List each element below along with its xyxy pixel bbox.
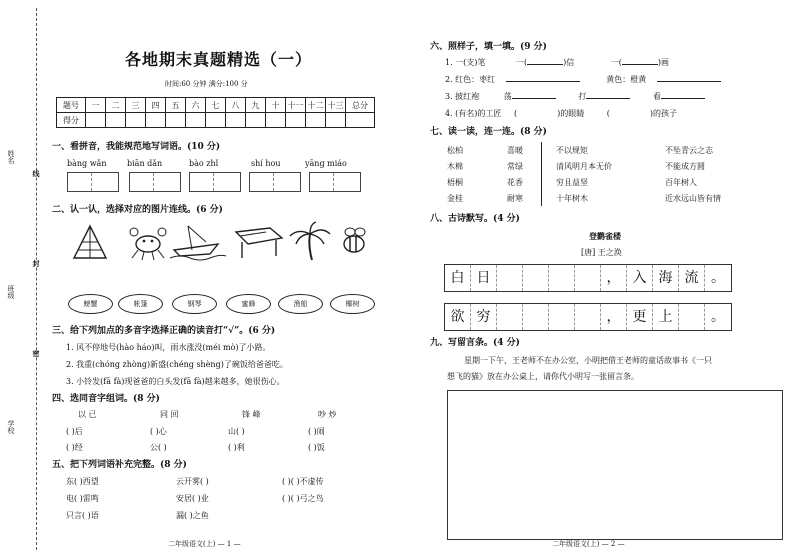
q3-line[interactable]: 2. 我重(chóng zhòng)新盛(chéng shèng)了碗饭给爸爸吃。 bbox=[66, 360, 288, 369]
q4-group: 吵 炒 bbox=[318, 410, 337, 419]
binding-cut-line-1: 线 bbox=[32, 170, 40, 177]
q6-text: )的孩子 bbox=[649, 109, 678, 118]
match-item[interactable]: 梧桐 bbox=[447, 178, 463, 187]
pinyin-label: yāng miáo bbox=[305, 159, 347, 168]
q6-text: 打 bbox=[578, 92, 587, 101]
poem-cell[interactable] bbox=[575, 265, 601, 291]
q3-title: 三、给下列加点的多音字选择正确的读音打“√”。(6 分) bbox=[52, 326, 276, 336]
q8-title: 八、古诗默写。(4 分) bbox=[430, 214, 520, 224]
poem-cell[interactable] bbox=[497, 304, 523, 330]
word-oval[interactable]: 渔船 bbox=[278, 294, 323, 314]
score-header: 五 bbox=[166, 98, 186, 113]
bee-icon bbox=[344, 228, 365, 252]
score-header: 八 bbox=[226, 98, 246, 113]
q6-title: 六、照样子，填一填。(9 分) bbox=[430, 42, 547, 52]
q6-text: 4. (有名)的工匠 bbox=[445, 109, 502, 118]
poem-cell: ， bbox=[601, 265, 627, 291]
q6-text: 黄色：橙黄 bbox=[606, 75, 647, 84]
q4-group: 以 已 bbox=[78, 410, 97, 419]
binding-label-name: 姓名 bbox=[7, 150, 15, 164]
poem-cell: 海 bbox=[653, 265, 679, 291]
q5-blank[interactable]: ( )( )弓之鸟 bbox=[282, 494, 324, 503]
match-item[interactable]: 不坠青云之志 bbox=[665, 146, 713, 155]
score-header-row bbox=[57, 98, 375, 113]
poem-title: 登鹳雀楼 bbox=[589, 231, 621, 241]
pinyin-label: bào zhǐ bbox=[189, 159, 219, 168]
q7-col-2 bbox=[507, 143, 523, 207]
q4-group: 锋 峰 bbox=[242, 410, 261, 419]
match-item[interactable]: 穷且益坚 bbox=[556, 178, 588, 187]
binding-cut-line-2: 封 bbox=[32, 260, 40, 267]
q6-text: 一( bbox=[610, 58, 622, 67]
score-row-label: 得分 bbox=[57, 113, 86, 128]
page-footer-left: 二年级语文(上) — 1 — bbox=[168, 540, 241, 548]
match-item[interactable]: 花香 bbox=[507, 178, 523, 187]
pinyin-label: biān dǎn bbox=[127, 159, 163, 168]
pinyin-label: shí hou bbox=[251, 159, 281, 168]
score-cell[interactable] bbox=[266, 113, 286, 128]
q6-text: ( bbox=[513, 109, 518, 118]
q6-text: 荡 bbox=[503, 92, 512, 101]
q1-title: 一、看拼音，我能规范地写词语。(10 分) bbox=[52, 142, 221, 152]
q4-blank[interactable]: ( )经 bbox=[66, 443, 83, 452]
score-cell[interactable] bbox=[346, 113, 375, 128]
q4-blank[interactable]: ( )饭 bbox=[308, 443, 325, 452]
poem-cell: 上 bbox=[653, 304, 679, 330]
score-cell[interactable] bbox=[186, 113, 206, 128]
q6-line-3[interactable] bbox=[445, 91, 705, 102]
score-header: 十三 bbox=[326, 98, 346, 113]
q6-text: )画 bbox=[657, 58, 670, 67]
score-cell[interactable] bbox=[206, 113, 226, 128]
poem-cell: 流 bbox=[679, 265, 705, 291]
q2-pictures bbox=[70, 220, 370, 262]
crab-icon bbox=[130, 228, 166, 260]
score-header: 十一 bbox=[286, 98, 306, 113]
word-oval[interactable]: 椰树 bbox=[330, 294, 375, 314]
q4-blank[interactable]: ( )利 bbox=[228, 443, 245, 452]
poem-cell: 白 bbox=[445, 265, 471, 291]
piano-icon bbox=[236, 228, 282, 258]
score-header: 七 bbox=[206, 98, 226, 113]
poem-cell[interactable] bbox=[679, 304, 705, 330]
binding-cut-line-3: 密 bbox=[32, 350, 40, 357]
poem-cell[interactable] bbox=[575, 304, 601, 330]
q7-title: 七、读一读，连一连。(8 分) bbox=[430, 127, 547, 137]
poem-cell: 日 bbox=[471, 265, 497, 291]
page-title: 各地期末真题精选（一） bbox=[125, 50, 313, 69]
q4-title: 四、选同音字组词。(8 分) bbox=[52, 394, 160, 404]
q6-text: ( bbox=[606, 109, 610, 118]
q6-line-1[interactable] bbox=[445, 57, 785, 68]
score-header: 一 bbox=[86, 98, 106, 113]
match-item[interactable]: 十年树木 bbox=[556, 194, 588, 203]
word-oval[interactable]: 帐篷 bbox=[118, 294, 163, 314]
q7-col-3 bbox=[556, 143, 612, 207]
score-header: 二 bbox=[106, 98, 126, 113]
q4-blank[interactable]: 公( ) bbox=[150, 443, 167, 452]
score-cell[interactable] bbox=[166, 113, 186, 128]
poem-cell: 。 bbox=[711, 270, 725, 286]
poem-grid-line-1[interactable] bbox=[444, 264, 732, 292]
poem-cell: 欲 bbox=[445, 304, 471, 330]
q9-title: 九、写留言条。(4 分) bbox=[430, 338, 520, 348]
q9-text-1: 星期一下午，王老师不在办公室，小明把借王老师的童话故事书《一只 bbox=[464, 356, 712, 365]
q6-text: 3. 披红袍 bbox=[445, 92, 480, 101]
binding-dashed-line bbox=[36, 8, 37, 550]
match-item[interactable]: 木棉 bbox=[447, 162, 463, 171]
score-cell[interactable] bbox=[126, 113, 146, 128]
score-table bbox=[56, 97, 375, 128]
q5-blank[interactable]: 安居( )业 bbox=[176, 494, 209, 503]
word-oval[interactable]: 蜜蜂 bbox=[226, 294, 271, 314]
match-item[interactable]: 松柏 bbox=[447, 146, 463, 155]
q5-title: 五、把下列词语补充完整。(8 分) bbox=[52, 460, 187, 470]
binding-label-school: 学校 bbox=[7, 420, 15, 434]
score-cell[interactable] bbox=[106, 113, 126, 128]
q5-blank[interactable]: 只言( )语 bbox=[66, 511, 99, 520]
pinyin-label: bàng wǎn bbox=[67, 159, 107, 168]
q6-text: 看 bbox=[652, 92, 661, 101]
match-item[interactable]: 喜暖 bbox=[507, 146, 523, 155]
q6-text: )的眼睛 bbox=[557, 109, 585, 118]
score-header: 六 bbox=[186, 98, 206, 113]
poem-cell[interactable] bbox=[523, 265, 549, 291]
score-cell[interactable] bbox=[326, 113, 346, 128]
q6-text: 1. 一(支)笔 bbox=[445, 58, 486, 67]
score-header: 十二 bbox=[306, 98, 326, 113]
q4-blank[interactable]: ( )心 bbox=[150, 427, 167, 436]
poem-grid-line-2[interactable] bbox=[444, 303, 732, 331]
match-item[interactable]: 不能成方圆 bbox=[665, 162, 705, 171]
q3-line[interactable]: 3. 小铃发(fā fà)现爸爸的白头发(fā fà)越来越多，她很伤心。 bbox=[66, 377, 285, 386]
score-header: 九 bbox=[246, 98, 266, 113]
q2-title: 二、认一认，选择对应的图片连线。(6 分) bbox=[52, 205, 223, 215]
score-cell[interactable] bbox=[306, 113, 326, 128]
q6-text: 一( bbox=[515, 58, 528, 67]
poem-cell: 穷 bbox=[471, 304, 497, 330]
q7-divider bbox=[541, 142, 542, 206]
match-item[interactable]: 不以规矩 bbox=[556, 146, 588, 155]
score-cell[interactable] bbox=[246, 113, 266, 128]
q6-text: )信 bbox=[563, 58, 575, 67]
match-item[interactable]: 百年树人 bbox=[665, 178, 697, 187]
tent-icon bbox=[74, 226, 106, 258]
writing-grid[interactable] bbox=[129, 172, 181, 192]
binding-margin bbox=[0, 0, 38, 558]
q3-line[interactable]: 1. 风不停地号(hào háo)叫，雨水涨没(méi mò)了小路。 bbox=[66, 343, 271, 352]
poem-cell[interactable] bbox=[497, 265, 523, 291]
poem-cell: 。 bbox=[711, 309, 725, 325]
writing-grid[interactable] bbox=[189, 172, 241, 192]
match-item[interactable]: 常绿 bbox=[507, 162, 523, 171]
poem-author: [唐] 王之涣 bbox=[581, 248, 622, 257]
match-item[interactable]: 耐寒 bbox=[507, 194, 523, 203]
score-header: 题号 bbox=[57, 98, 86, 113]
q6-line-4[interactable] bbox=[445, 108, 677, 119]
q4-blank[interactable]: ( )后 bbox=[66, 427, 83, 436]
q4-blank[interactable]: 山( ) bbox=[228, 427, 245, 436]
poem-cell[interactable] bbox=[523, 304, 549, 330]
score-row bbox=[57, 113, 375, 128]
q5-blank[interactable]: 东( )西望 bbox=[66, 477, 99, 486]
score-cell[interactable] bbox=[286, 113, 306, 128]
score-cell[interactable] bbox=[86, 113, 106, 128]
poem-cell: 更 bbox=[627, 304, 653, 330]
palm-tree-icon bbox=[290, 222, 330, 260]
score-header: 十 bbox=[266, 98, 286, 113]
q9-text-2: 想飞的猫》放在办公桌上，请你代小明写一张留言条。 bbox=[447, 372, 639, 381]
q5-blank[interactable]: 云开雾( ) bbox=[176, 477, 209, 486]
match-item[interactable]: 清风明月本无价 bbox=[556, 162, 612, 171]
score-header: 四 bbox=[146, 98, 166, 113]
q6-text: 2. 红色：枣红 bbox=[445, 75, 496, 84]
poem-cell[interactable] bbox=[549, 265, 575, 291]
binding-label-class: 班级 bbox=[7, 285, 15, 299]
q5-blank[interactable]: 漏( )之鱼 bbox=[176, 511, 209, 520]
score-header: 总分 bbox=[346, 98, 375, 113]
poem-cell: 入 bbox=[627, 265, 653, 291]
writing-grid[interactable] bbox=[67, 172, 119, 192]
q4-blank[interactable]: ( )闹 bbox=[308, 427, 325, 436]
q4-group: 同 回 bbox=[160, 410, 179, 419]
page-footer-right: 二年级语文(上) — 2 — bbox=[552, 540, 625, 548]
q5-blank[interactable]: 电( )雷鸣 bbox=[66, 494, 99, 503]
q7-col-1 bbox=[447, 143, 463, 207]
q7-col-4 bbox=[665, 143, 721, 207]
boat-icon bbox=[170, 226, 226, 260]
writing-grid[interactable] bbox=[249, 172, 301, 192]
match-item[interactable]: 近水远山皆有情 bbox=[665, 194, 721, 203]
writing-grid[interactable] bbox=[309, 172, 361, 192]
match-item[interactable]: 金桂 bbox=[447, 194, 463, 203]
note-writing-box[interactable] bbox=[447, 390, 783, 540]
word-oval[interactable]: 螃蟹 bbox=[68, 294, 113, 314]
poem-cell[interactable] bbox=[549, 304, 575, 330]
q5-blank[interactable]: ( )( )不虚传 bbox=[282, 477, 324, 486]
score-header: 三 bbox=[126, 98, 146, 113]
score-cell[interactable] bbox=[226, 113, 246, 128]
q6-line-2[interactable] bbox=[445, 74, 721, 85]
poem-cell: ， bbox=[601, 304, 627, 330]
exam-meta: 时间:60 分钟 满分:100 分 bbox=[165, 80, 248, 88]
word-oval[interactable]: 钢琴 bbox=[172, 294, 217, 314]
score-cell[interactable] bbox=[146, 113, 166, 128]
